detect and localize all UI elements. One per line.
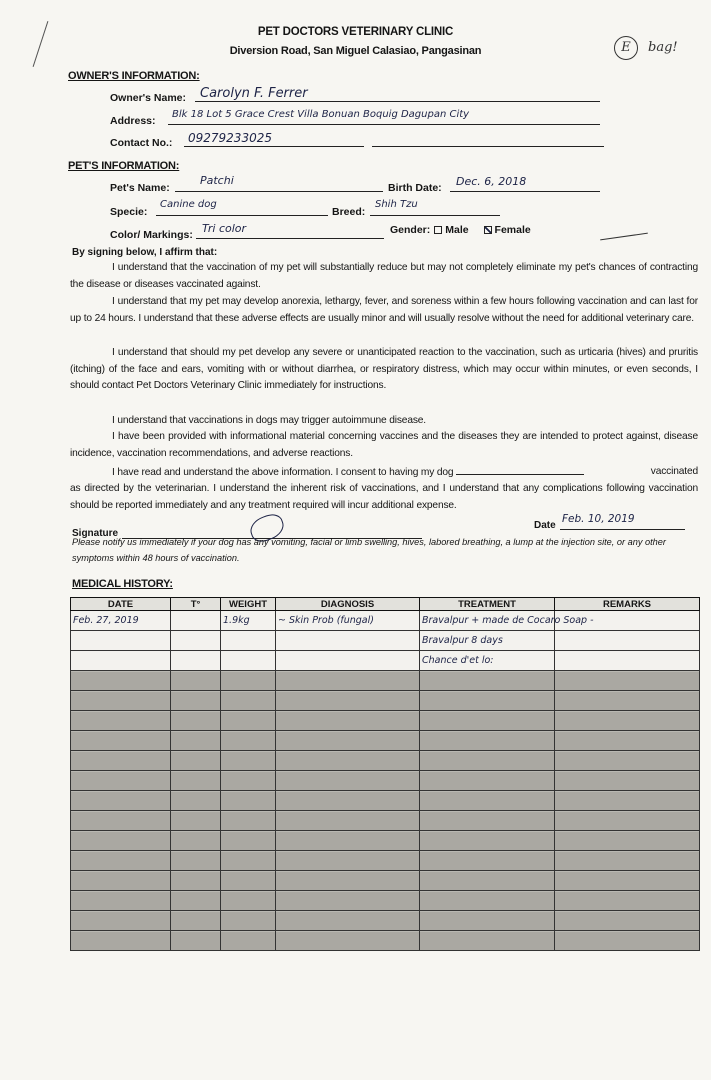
cell-empty — [555, 751, 700, 771]
table-row-empty — [71, 811, 700, 831]
cell-empty — [221, 731, 276, 751]
cell-empty — [420, 931, 555, 951]
cell-empty — [276, 911, 420, 931]
cell-empty — [276, 751, 420, 771]
cell-empty — [555, 871, 700, 891]
cell-empty — [221, 691, 276, 711]
cell-empty — [420, 811, 555, 831]
cell-empty — [276, 871, 420, 891]
treatment-value: Bravalpur 8 days — [422, 635, 503, 646]
cell-diagnosis — [276, 651, 420, 671]
cell-empty — [555, 671, 700, 691]
diagnosis-value: ~ Skin Prob (fungal) — [278, 615, 374, 626]
column-header-weight: WEIGHT — [221, 598, 276, 611]
cell-empty — [221, 911, 276, 931]
cell-empty — [171, 851, 221, 871]
cell-empty — [221, 871, 276, 891]
cell-empty — [276, 711, 420, 731]
table-row-empty — [71, 671, 700, 691]
table-row — [71, 651, 700, 671]
cell-empty — [555, 831, 700, 851]
table-row-empty — [71, 871, 700, 891]
breed-label: Breed: — [332, 206, 366, 218]
owner-name-label: Owner's Name: — [110, 92, 187, 104]
cell-empty — [420, 731, 555, 751]
table-row-empty — [71, 771, 700, 791]
consent-paragraph-6-start: I have read and understand the above information. I consent to having my dog — [112, 467, 454, 478]
cell-remarks — [555, 651, 700, 671]
medical-section-title: MEDICAL HISTORY: — [72, 578, 173, 590]
specie-value: Canine dog — [160, 199, 217, 210]
cell-empty — [71, 871, 171, 891]
specie-label: Specie: — [110, 206, 148, 218]
consent-paragraph-2: I understand that my pet may develop anorexia, lethargy, fever, and soreness within a few hours following vaccination and can last for up to 24 hours. I understand that these adverse effects are usually minor and will usually resolve without the need for additional veterinary care. — [70, 296, 698, 324]
table-row-empty — [71, 931, 700, 951]
address-value: Blk 18 Lot 5 Grace Crest Villa Bonuan Boquig Dagupan City — [172, 109, 470, 120]
cell-empty — [171, 791, 221, 811]
cell-empty — [420, 871, 555, 891]
cell-empty — [171, 771, 221, 791]
cell-empty — [171, 751, 221, 771]
cell-date — [71, 611, 171, 631]
cell-empty — [420, 691, 555, 711]
cell-empty — [71, 911, 171, 931]
cell-empty — [420, 911, 555, 931]
address-label: Address: — [110, 115, 156, 127]
date-label: Date — [534, 520, 556, 531]
gender-female-label: Female — [494, 224, 531, 236]
signature-label: Signature — [72, 528, 119, 539]
cell-empty — [171, 671, 221, 691]
cell-empty — [221, 711, 276, 731]
table-row-empty — [71, 851, 700, 871]
cell-empty — [71, 691, 171, 711]
contact-line-2 — [372, 133, 604, 147]
table-row-empty — [71, 751, 700, 771]
margin-pen-stroke-2 — [600, 233, 648, 241]
cell-empty — [71, 731, 171, 751]
cell-empty — [71, 771, 171, 791]
cell-empty — [420, 751, 555, 771]
cell-date — [71, 651, 171, 671]
cell-diagnosis — [276, 631, 420, 651]
column-header-diagnosis: DIAGNOSIS — [276, 598, 420, 611]
treatment-value: Bravalpur + made de Cocaro Soap - — [422, 615, 594, 626]
owner-section-title: OWNER'S INFORMATION: — [68, 70, 200, 82]
cell-empty — [555, 791, 700, 811]
cell-temperature — [171, 651, 221, 671]
cell-temperature — [171, 611, 221, 631]
cell-empty — [71, 831, 171, 851]
color-label: Color/ Markings: — [110, 229, 193, 241]
cell-empty — [420, 851, 555, 871]
column-header-treatment: TREATMENT — [420, 598, 555, 611]
cell-empty — [276, 771, 420, 791]
contact-label: Contact No.: — [110, 137, 173, 149]
pet-section-title: PET'S INFORMATION: — [68, 160, 180, 172]
column-header-remarks: REMARKS — [555, 598, 700, 611]
cell-empty — [221, 811, 276, 831]
clinic-name: PET DOCTORS VETERINARY CLINIC — [257, 26, 454, 38]
cell-empty — [171, 931, 221, 951]
notice-text: Please notify us immediately if your dog has any vomiting, facial or limb swelling, hives, labored breathing, a lump at the injection site, or any other symptoms within 48 hours of vaccination. — [72, 537, 666, 563]
cell-date — [71, 631, 171, 651]
table-row — [71, 631, 700, 651]
consent-paragraph-3: I understand that should my pet develop any severe or unanticipated reaction to the vaccination, such as urticaria (hives) and pruritis (itching) of the face and ears, vomiting with or without diarrhea, or respiratory distress, which may occur within minutes, or even seconds, I should contact Pet Doctors Veterinary Clinic immediately for instructions. — [70, 347, 698, 391]
cell-empty — [171, 711, 221, 731]
cell-empty — [171, 731, 221, 751]
contact-value: 09279233025 — [188, 131, 272, 145]
consent-paragraph-6-vaccinated: vaccinated — [650, 466, 698, 477]
table-row-empty — [71, 891, 700, 911]
cell-empty — [221, 931, 276, 951]
cell-empty — [420, 771, 555, 791]
cell-empty — [555, 711, 700, 731]
table-row — [71, 611, 700, 631]
cell-empty — [221, 671, 276, 691]
cell-empty — [221, 791, 276, 811]
cell-remarks — [555, 631, 700, 651]
cell-temperature — [171, 631, 221, 651]
cell-empty — [71, 851, 171, 871]
medical-history-body — [71, 611, 700, 951]
cell-weight — [221, 651, 276, 671]
table-row-empty — [71, 731, 700, 751]
cell-empty — [276, 851, 420, 871]
table-row-empty — [71, 691, 700, 711]
cell-empty — [420, 671, 555, 691]
cell-empty — [276, 671, 420, 691]
cell-empty — [276, 891, 420, 911]
gender-male-checkbox — [434, 226, 442, 234]
gender-label: Gender: — [390, 224, 431, 236]
cell-empty — [555, 691, 700, 711]
cell-empty — [171, 831, 221, 851]
cell-empty — [221, 771, 276, 791]
table-row-empty — [71, 911, 700, 931]
cell-empty — [276, 811, 420, 831]
cell-empty — [420, 831, 555, 851]
cell-weight — [221, 631, 276, 651]
cell-empty — [555, 811, 700, 831]
cell-empty — [221, 751, 276, 771]
gender-male-label: Male — [445, 224, 469, 236]
consent-paragraph-1: I understand that the vaccination of my pet will substantially reduce but may not completely eliminate my pet's chances of contracting the disease or diseases vaccinated against. — [70, 262, 698, 290]
dog-vaccine-blank — [456, 464, 584, 475]
cell-empty — [71, 891, 171, 911]
cell-empty — [221, 891, 276, 911]
cell-empty — [71, 671, 171, 691]
cell-empty — [276, 831, 420, 851]
table-row-empty — [71, 711, 700, 731]
date-value: Feb. 27, 2019 — [73, 615, 139, 626]
cell-empty — [420, 791, 555, 811]
gender-female-checkbox — [484, 226, 492, 234]
corner-circled-mark: E — [614, 36, 638, 60]
cell-treatment — [420, 611, 594, 631]
cell-empty — [71, 751, 171, 771]
column-header-date: DATE — [71, 598, 171, 611]
cell-empty — [555, 851, 700, 871]
cell-empty — [555, 931, 700, 951]
cell-empty — [276, 731, 420, 751]
cell-weight — [221, 611, 276, 631]
cell-empty — [555, 891, 700, 911]
cell-empty — [221, 831, 276, 851]
pet-name-value: Patchi — [200, 174, 234, 187]
cell-empty — [71, 791, 171, 811]
cell-treatment — [420, 631, 555, 651]
consent-paragraph-4: I understand that vaccinations in dogs may trigger autoimmune disease. — [112, 415, 426, 426]
cell-empty — [171, 871, 221, 891]
table-row-empty — [71, 831, 700, 851]
cell-empty — [555, 911, 700, 931]
table-row-empty — [71, 791, 700, 811]
cell-empty — [171, 911, 221, 931]
consent-intro: By signing below, I affirm that: — [72, 247, 218, 258]
gender-field — [390, 224, 531, 236]
cell-empty — [171, 691, 221, 711]
weight-value: 1.9kg — [223, 615, 250, 626]
cell-empty — [276, 931, 420, 951]
column-header-temperature: T° — [171, 598, 221, 611]
cell-empty — [171, 811, 221, 831]
table-header-row — [71, 598, 700, 611]
treatment-value: Chance d'et lo: — [422, 655, 494, 666]
cell-empty — [420, 711, 555, 731]
consent-paragraph-6-rest: as directed by the veterinarian. I understand the inherent risk of vaccinations, and I understand that any complications following vaccination should be reported immediately and any treatment required will incur additional expense. — [70, 483, 698, 511]
cell-empty — [276, 791, 420, 811]
cell-empty — [71, 711, 171, 731]
cell-empty — [171, 891, 221, 911]
pet-name-label: Pet's Name: — [110, 182, 170, 194]
clinic-address: Diversion Road, San Miguel Calasiao, Pangasinan — [229, 45, 482, 57]
birth-date-value: Dec. 6, 2018 — [456, 175, 527, 188]
consent-paragraph-5: I have been provided with informational material concerning vaccines and the diseases they are intended to protect against, disease incidence, vaccination recommendations, and adverse reactions. — [70, 431, 698, 459]
medical-history-table — [70, 597, 700, 951]
cell-diagnosis — [276, 611, 420, 631]
date-value: Feb. 10, 2019 — [562, 513, 635, 525]
color-value: Tri color — [202, 222, 247, 235]
cell-empty — [555, 731, 700, 751]
breed-value: Shih Tzu — [375, 199, 418, 210]
cell-empty — [71, 811, 171, 831]
corner-handwritten-note: bag! — [648, 40, 678, 55]
cell-empty — [276, 691, 420, 711]
owner-name-value: Carolyn F. Ferrer — [200, 86, 308, 101]
cell-empty — [555, 771, 700, 791]
cell-empty — [420, 891, 555, 911]
cell-empty — [71, 931, 171, 951]
cell-empty — [221, 851, 276, 871]
cell-treatment — [420, 651, 555, 671]
consent-paragraph-6-line — [70, 464, 698, 482]
birth-date-label: Birth Date: — [388, 182, 442, 194]
